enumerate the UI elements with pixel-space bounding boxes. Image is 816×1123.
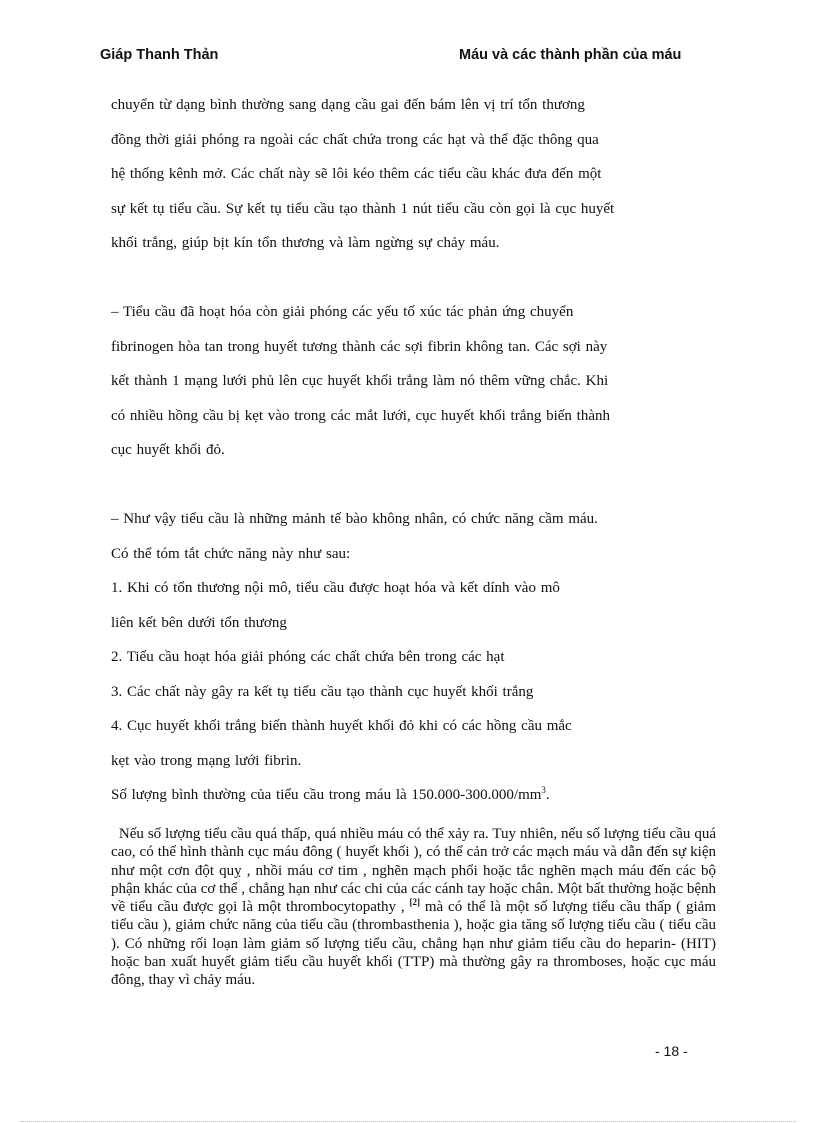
paragraph-part-1: Nếu số lượng tiểu cầu quá thấp, quá nhiều máu có thể xảy ra. Tuy nhiên, nếu số lượng tiểu cầu quá cao, có thể hình thành cục máu đông ( huyết khối ), có thể cản trở các mạch máu và dẫn đến sự kiện như một cơn đột quỵ , nhồi máu cơ tim , nghẽn mạch phổi hoặc tắc nghẽn mạch máu đến các bộ phận khác của cơ thể , chẳng hạn như các chi của các cánh tay hoặc chân. Một bất thường hoặc bệnh về tiểu cầu được gọi là một thrombocytopathy ,	[111, 826, 716, 916]
text-line: có nhiều hồng cầu bị kẹt vào trong các mắt lưới, cục huyết khối trắng biến thành	[111, 408, 611, 424]
text-line: – Như vậy tiểu cầu là những mảnh tế bào không nhân, có chức năng cầm máu.	[111, 511, 598, 527]
superscript-3: 3	[541, 785, 546, 795]
text-line: kết thành 1 mạng lưới phủ lên cục huyết khối trắng làm nó thêm vững chắc. Khi	[111, 373, 609, 389]
text-line: – Tiểu cầu đã hoạt hóa còn giải phóng các yếu tố xúc tác phản ứng chuyển	[111, 304, 574, 320]
text-line: liên kết bên dưới tổn thương	[111, 615, 287, 631]
list-item: 3. Các chất này gây ra kết tụ tiểu cầu tạo thành cục huyết khối trắng	[111, 684, 534, 700]
list-item: 4. Cục huyết khối trắng biến thành huyết khối đỏ khi có các hồng cầu mắc	[111, 718, 572, 734]
platelet-count-text: Số lượng bình thường của tiểu cầu trong máu là 150.000-300.000/mm	[111, 787, 542, 803]
text-line: fibrinogen hòa tan trong huyết tương thành các sợi fibrin không tan. Các sợi này	[111, 339, 608, 355]
text-line: sự kết tụ tiểu cầu. Sự kết tụ tiểu cầu tạo thành 1 nút tiểu cầu còn gọi là cục huyết	[111, 201, 615, 217]
text-line: hệ thống kênh mở. Các chất này sẽ lôi kéo thêm các tiểu cầu khác đưa đến một	[111, 166, 602, 182]
platelet-count-line	[111, 787, 550, 804]
paragraph-text	[111, 825, 716, 990]
body-paragraph	[111, 825, 716, 990]
text-line: khối trắng, giúp bịt kín tổn thương và làm ngừng sự chảy máu.	[111, 235, 500, 251]
reference-marker: [2]	[409, 897, 420, 908]
platelet-count-end: .	[545, 787, 550, 803]
header-author: Giáp Thanh Thản	[100, 47, 219, 63]
text-line: Có thể tóm tắt chức năng này như sau:	[111, 546, 351, 562]
page-number: - 18 -	[655, 1043, 688, 1059]
page-bottom-rule	[20, 1121, 796, 1122]
text-line: kẹt vào trong mạng lưới fibrin.	[111, 753, 302, 769]
list-item: 2. Tiểu cầu hoạt hóa giải phóng các chất chứa bên trong các hạt	[111, 649, 505, 665]
text-line: chuyển từ dạng bình thường sang dạng cầu gai đến bám lên vị trí tổn thương	[111, 97, 585, 113]
text-line: đồng thời giải phóng ra ngoài các chất chứa trong các hạt và thể đặc thông qua	[111, 132, 599, 148]
text-line: cục huyết khối đỏ.	[111, 442, 225, 458]
header-title: Máu và các thành phần của máu	[459, 47, 682, 63]
paragraph-part-2: mà có thể là một số lượng tiểu cầu thấp ( giảm tiểu cầu ), giảm chức năng của tiểu cầu (thrombasthenia ), hoặc gia tăng số lượng tiểu cầu ( tiểu cầu ). Có những rối loạn làm giảm số lượng tiểu cầu, chẳng hạn như giảm tiểu cầu do heparin- (HIT) hoặc ban xuất huyết giảm tiểu cầu huyết khối (TTP) mà thường gây ra thromboses, hoặc cục máu đông, thay vì chảy máu.	[111, 899, 716, 989]
list-item: 1. Khi có tổn thương nội mô, tiểu cầu được hoạt hóa và kết dính vào mô	[111, 580, 560, 596]
